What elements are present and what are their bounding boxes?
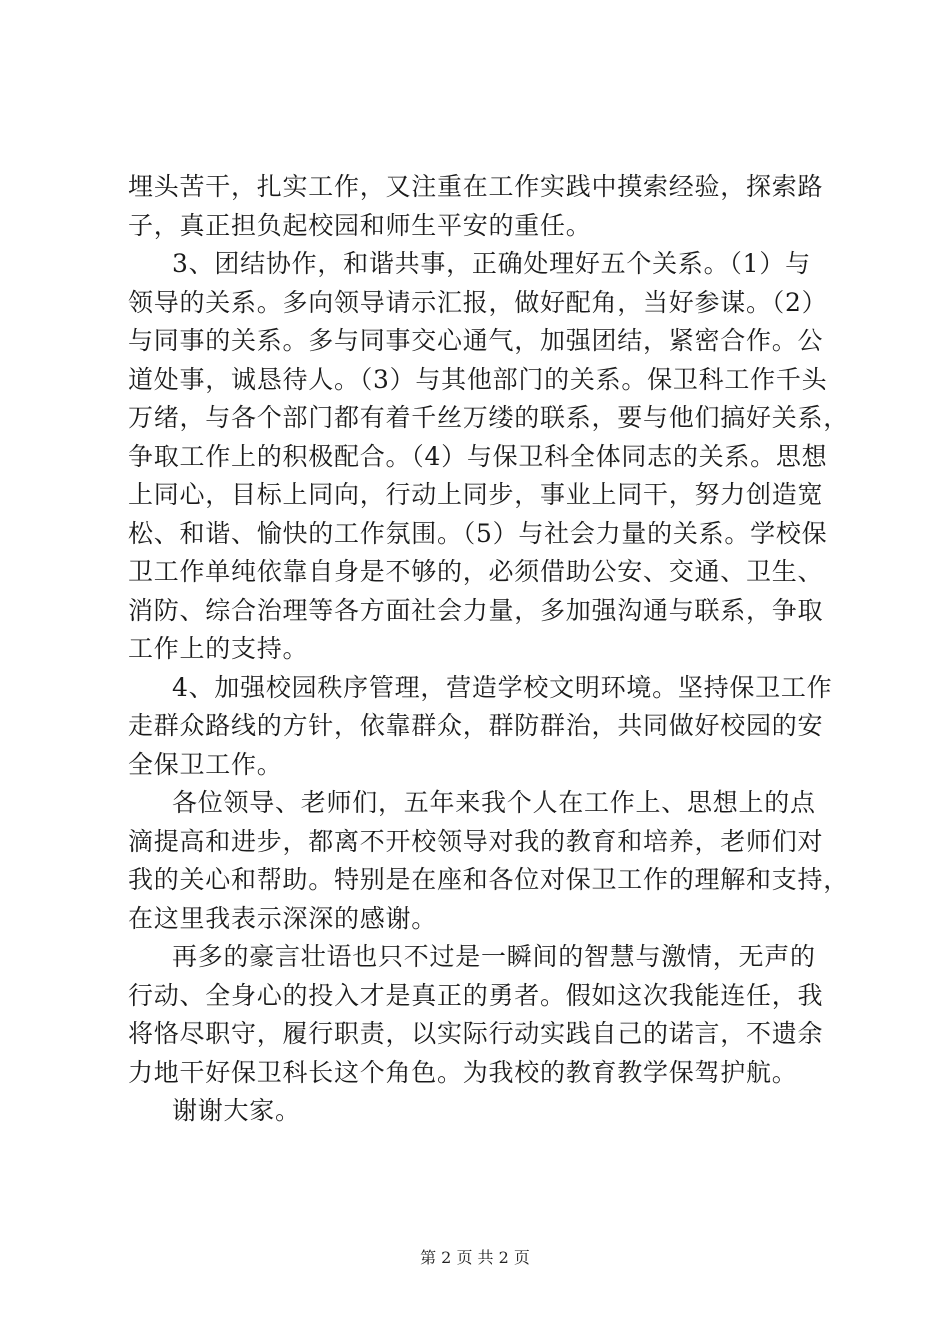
text-line: 滴提高和进步，都离不开校领导对我的教育和培养，老师们对	[128, 826, 824, 856]
text-line: 4、加强校园秩序管理，营造学校文明环境。坚持保卫工作	[172, 672, 833, 702]
document-body	[128, 168, 850, 1131]
text-line: 工作上的支持。	[128, 634, 309, 663]
text-line: 松、和谐、愉快的工作氛围。（5）与社会力量的关系。学校保	[128, 518, 828, 548]
text-line: 埋头苦干，扎实工作，又注重在工作实践中摸索经验，探索路	[128, 172, 824, 201]
text-line: 全保卫工作。	[128, 749, 283, 779]
text-line: 与同事的关系。多与同事交心通气，加强团结，紧密合作。公	[128, 326, 824, 355]
text-line: 将恪尽职守，履行职责，以实际行动实践自己的诺言，不遗余	[128, 1019, 824, 1048]
text-line: 谢谢大家。	[172, 1096, 301, 1125]
text-line: 再多的豪言壮语也只不过是一瞬间的智慧与激情，无声的	[172, 942, 816, 971]
text-line: 消防、综合治理等各方面社会力量，多加强沟通与联系，争取	[128, 595, 824, 625]
text-line: 领导的关系。多向领导请示汇报，做好配角，当好参谋。（2）	[128, 287, 828, 317]
text-line: 3、团结协作，和谐共事，正确处理好五个关系。（1）与	[172, 249, 811, 278]
text-line: 行动、全身心的投入才是真正的勇者。假如这次我能连任，我	[128, 980, 824, 1010]
text-line: 道处事，诚恳待人。（3）与其他部门的关系。保卫科工作千头	[128, 364, 828, 394]
text-line: 各位领导、老师们，五年来我个人在工作上、思想上的点	[172, 788, 816, 817]
text-line: 在这里我表示深深的感谢。	[128, 903, 438, 933]
text-line: 走群众路线的方针，依靠群众，群防群治，共同做好校园的安	[128, 711, 824, 740]
text-line: 争取工作上的积极配合。（4）与保卫科全体同志的关系。思想	[128, 441, 828, 471]
text-line: 万绪，与各个部门都有着千丝万缕的联系，要与他们搞好关系，	[128, 403, 850, 432]
text-line: 子，真正担负起校园和师生平安的重任。	[128, 210, 592, 240]
text-line: 我的关心和帮助。特别是在座和各位对保卫工作的理解和支持，	[128, 865, 850, 894]
text-line: 上同心，目标上同向，行动上同步，事业上同干，努力创造宽	[128, 480, 824, 509]
text-line: 卫工作单纯依靠自身是不够的，必须借助公安、交通、卫生、	[128, 557, 824, 586]
text-line: 力地干好保卫科长这个角色。为我校的教育教学保驾护航。	[128, 1057, 798, 1087]
page-footer: 第 2 页 共 2 页	[420, 1248, 530, 1267]
